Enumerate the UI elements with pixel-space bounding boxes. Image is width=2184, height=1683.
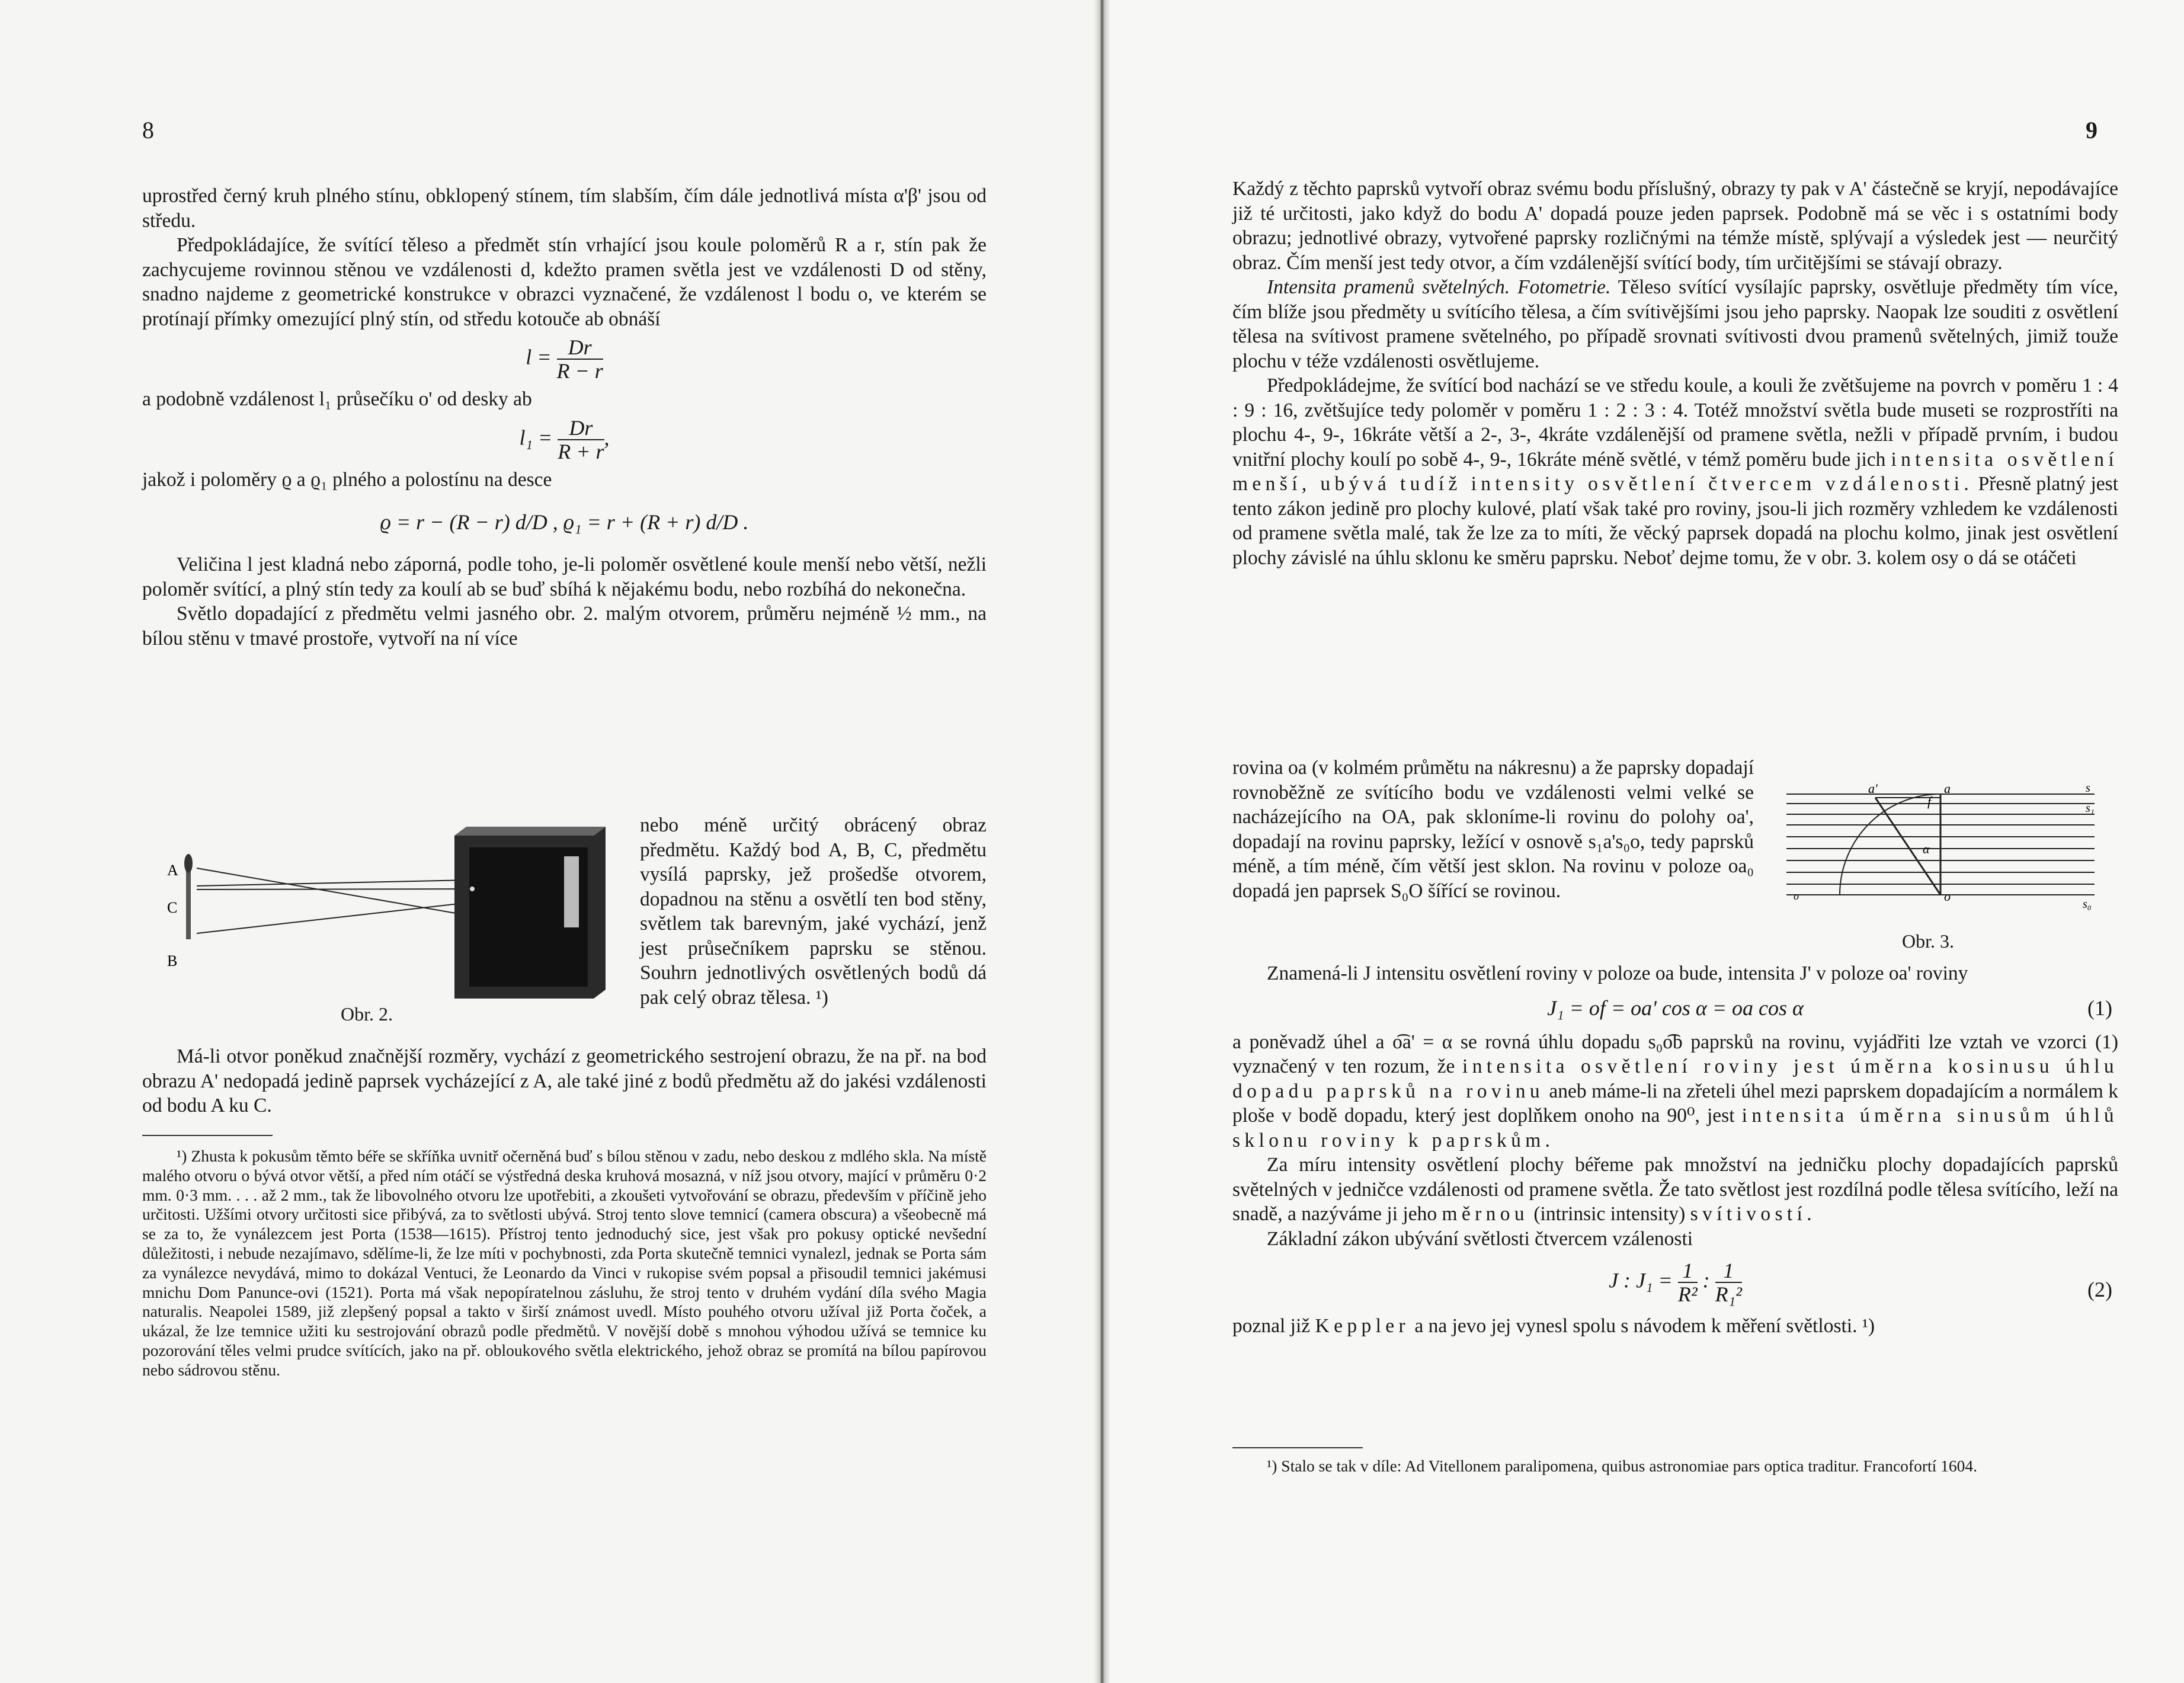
ray-c-line (197, 889, 469, 890)
figure-2-label-c: C (167, 899, 178, 916)
equation-2: J : J₁ = $\frac{1}{\text{R²}}$ : $\frac{1}{\text{R₁²}}$ (2) (1609, 1259, 2112, 1306)
ray-b-line (197, 903, 469, 933)
left-paragraph-4: jakož i poloměry ϱ a ϱ₁ plného a polostínu na desce (142, 468, 552, 491)
right-paragraph-1: Každý z těchto paprsků vytvoří obraz svému bodu příslušný, obrazy ty pak v A' částečně se kryjí, nepodávajíce již té určitosti, jako když do bodu A' dopadá pouze jeden paprsek. Podobně má se věc i s ostatními body obrazu; jednotlivé obrazy, vytvořené paprsky rozličnými na témže místě, splývají a výsledek jest — neurčitý obraz. Čím menší jest tedy otvor, a čím vzdálenější svítící body, tím určitějšími se stávají obrazy. (1232, 178, 2118, 274)
left-paragraph-6a: Světlo dopadající z předmětu velmi jasného obr. 2. malým otvorem, průměru nejméně ½ mm., na bílou stěnu v tmavé prostoře, vytvoří na ní více (142, 603, 987, 649)
right-paragraph-2: Intensita pramenů světelných. Fotometrie. Těleso svítící vysílajíc paprsky, osvětluje předměty tím více, čím blíže jsou předměty u svítícího tělesa, a čím svítivějšími jsou jeho paprsky. Naopak lze souditi z osvětlení tělesa na svítivost pramene světelného, po případě srovnati svítivosti dvou pramenů světelných, jimiž touže plochu v téže vzdálenosti osvětlujeme. (1232, 276, 2118, 372)
left-footnote: ¹) Zhusta k pokusům těmto béře se skříňka uvnitř očerněná buď s bílou stěnou v zadu, nebo deskou z mdlého skla. Na místě malého otvoru o bývá otvor větší, a před ním otáčí se výstředná deska kruhová mosazná, v níž jsou otvory, mající v průměru 0·2 mm. 0·3 mm. . . . až 2 mm., tak že libovolného otvoru lze upotřebiti, a zkoušeti vytvořování se obrazu, především v příčině jeho určitosti. Užšími otvory určitosti sice přibývá, za to světlosti ubývá. Stroj tento slove temnicí (camera obscura) a všeobecně má se za to, že vynálezcem jest Porta (1538—1615). Přístroj tento jednoduchý sice, jest však pro pokusy optické nevšední důležitosti, i nebude nezajímavo, sdělíme-li, že lze míti v pochybnosti, zda Porta skutečně temnici vynalezl, jednak se Porta sám za vynálezce nevydává, mimo to dokázal Ventuci, že Leonardo da Vinci v rukopise svém popsal a přisoudil temnici jakémusi mnichu Dom Panunce-ovi (1521). Porta má však nepopíratelnou zásluhu, že stroj tento v druhém vydání díla svého Magia naturalis. Neapolei 1589, již zlepšený popsal a takto v širší známost uvedl. Místo pouhého otvoru užíval již Porta čoček, a ukázal, že lze temnice užiti ku sestrojování obrazů podle předmětů. V novější době s mnohou výhodou užívá se temnice ku pozorování těles velmi prudce svítících, jako na př. obloukového světla elektrického, jehož obraz se promítá na bílou papírovou nebo sádrovou stěnu. (142, 1147, 987, 1379)
ray-a-line (197, 880, 469, 886)
book-spine (1094, 0, 1110, 1683)
figure-3-label-a-prime: a' (1868, 782, 1878, 796)
figure-3-label-f: f (1927, 794, 1932, 809)
candle-body-icon (186, 868, 191, 939)
right-paragraph-3a: Předpokládejme, že svítící bod nachází se ve středu koule, a kouli že zvětšujeme na povrch v poměru 1 : 4 : 9 : 16, zvětšujíce tedy poloměr v poměru 1 : 2 : 3 : 4. Totéž množství světla bude museti se rozprostříti na plochu 4-, 9-, 16kráte větší a 2-, 3-, 4kráte vzdálenější od pramene světla, nežli v případě prvním, i budou vnitřní plochy koulí po sobě 4-, 9-, 16kráte méně světlé, v témž poměru bude jich intensita osvětlení menší, ubývá tudíž intensity osvětlení čtvercem vzdálenosti. Přesně platný jest tento zákon jedině pro plochy kulové, platí však také pro roviny, jsou-li jich rozměry vzhledem ke vzdálenosti od pramene světla malé, tak že lze za to míti, že věcký paprsek dopadá na plochu kolmo, jinak jest osvětlení plochy závislé na úhlu sklonu ke směru paprsku. Neboť dejme tomu, že v obr. 3. kolem osy o dá se otáčeti (1232, 375, 2119, 569)
equation-l: l = $\frac{Dr}{R - r}$ (526, 335, 603, 383)
figure-2-caption: Obr. 2. (341, 1003, 393, 1025)
figure-3-label-o: o (1944, 889, 1951, 904)
box-top-shape (454, 827, 606, 836)
right-footnote-rule (1232, 1447, 1363, 1448)
plane-oa-prime-line (1875, 798, 1940, 895)
figure-3-label-alpha: α (1923, 842, 1930, 856)
left-body-wrap (640, 813, 987, 1010)
figure-2-label-b: B (167, 952, 178, 970)
left-paragraph-6b: nebo méně určitý obrácený obraz předmětu. Každý bod A, B, C, předmětu vysílá paprsky, jež prošedše otvorem, dopadnou na stěnu a osvětlí ten bod stěny, světlem tak barevným, jaké vychází, jenž jest průsečníkem paprsku se stěnou. Souhrn jednotlivých osvětlených bodů dá pak celý obraz tělesa. ¹) (640, 814, 987, 1009)
pinhole-icon (470, 887, 475, 891)
equation-l1: l₁ = $\frac{Dr}{R + r}$ , (519, 415, 610, 463)
figure-2-label-a: A (167, 862, 178, 879)
left-paragraph-3: a podobně vzdálenost l₁ průsečíku o' od desky ab (142, 388, 532, 410)
left-paragraph-5: Veličina l jest kladná nebo záporná, podle toho, je-li poloměr osvětlené koule menší nebo větší, nežli poloměr svítící, a plný stín tedy za koulí ab se buď sbíhá k nějakému bodu, nebo rozbíhá do nekonečna. (142, 553, 987, 600)
right-page (1099, 0, 2184, 1683)
left-paragraph-1: uprostřed černý kruh plného stínu, obklopený stínem, tím slabším, čím dále jednotlivá místa α'β' jsou od středu. (142, 185, 987, 232)
left-body-top (142, 184, 987, 651)
right-footnote: ¹) Stalo se tak v díle: Ad Vitellonem paralipomena, quibus astronomiae pars optica traditur. Francofortí 1604. (1267, 1457, 1978, 1475)
left-body-bottom (142, 1044, 987, 1118)
right-paragraph-3d: rovina oa (v kolmém průmětu na nákresnu) a že paprsky dopadají rovnoběžně ze svítícího bodu ve vzdálenosti velmi velké se nacházejícího na OA, pak skloníme-li rovinu do polohy oa', dopadají na rovinu paprsky, ležící v osnově s₁a's₀o, tedy paprsků méně, a tím méně, čím větší jest sklon. Na rovinu v poloze oa₀ dopadá jen paprsek S₀O šířící se rovinou. (1232, 757, 1754, 902)
figure-3-inclined-plane (1780, 782, 2112, 924)
right-paragraph-4: Znamená-li J intensitu osvětlení roviny v poloze oa bude, intensita J' v poloze oa' roviny (1267, 962, 1968, 984)
right-body-bottom (1232, 961, 2118, 1339)
left-paragraph-7: Má-li otvor poněkud značnější rozměry, vychází z geometrického sestrojení obrazu, že na př. na bod obrazu A' nedopadá jedině paprsek vycházející z A, ale také jiné z bodů předmětu až do jakési vzdálenosti od bodu A ku C. (142, 1045, 987, 1116)
figure-3-label-o0: o (1794, 890, 1799, 902)
right-paragraph-6: Za míru intensity osvětlení plochy béřeme pak množství na jedničku plochy dopadajících paprsků světelných v jedničce vzdálenosti od pramene světla. Že tato světlost jest rozdílná podle tělesa svítícího, leží na snadě, a nazýváme ji jeho měrnou (intrinsic intensity) svítivostí. (1232, 1154, 2118, 1225)
equation-1: J₁ = of = oa' cos α = oa cos α (1) (1547, 996, 2112, 1020)
left-footnote-rule (142, 1135, 273, 1136)
right-paragraph-8: poznal již Keppler a na jevo jej vynesl spolu s návodem k měření světlosti. ¹) (1232, 1315, 1875, 1337)
figure-2-camera-obscura (155, 821, 629, 999)
ray-a-lower-line (197, 868, 469, 916)
page-number-right: 9 (2086, 117, 2097, 143)
candle-flame-icon (184, 854, 193, 873)
right-paragraph-7: Základní zákon ubývání světlosti čtvercem vzálenosti (1267, 1227, 1693, 1250)
equation-rho: ϱ = r − (R − r) d/D , ϱ₁ = r + (R + r) d/D . (380, 510, 749, 534)
right-body-wrap (1232, 756, 1754, 903)
right-body-top (1232, 177, 2118, 570)
figure-3-label-s1: s₁ (2086, 802, 2095, 815)
page-number-left: 8 (142, 117, 154, 143)
figure-3-label-s: s (2086, 782, 2090, 795)
figure-3-label-a: a (1944, 782, 1951, 796)
right-paragraph-5: a poněvadž úhel a o͡a' = α se rovná úhlu dopadu s₀o͡b paprsků na rovinu, vyjádřiti lze vztah ve vzorci (1) vyznačený v ten rozum, že intensita osvětlení roviny jest úměrna kosinusu úhlu dopadu paprsků na rovinu aneb máme-li na zřeteli úhel mezi paprskem dopadajícím a normálem k ploše v bodě dopadu, který jest doplňkem onoho na 90⁰, jest intensita úměrna sinusům úhlů sklonu roviny k paprskům. (1232, 1031, 2119, 1151)
left-paragraph-2: Předpokládajíce, že svítící těleso a předmět stín vrhající jsou koule poloměrů R a r, stín pak že zachycujeme rovinnou stěnou ve vzdálenosti d, kdežto pramen světla jest ve vzdálenosti D od stěny, snadno najdeme z geometrické konstrukce v obrazci vyznačené, že vzdálenost l bodu o, ve kterém se protínají přímky omezující plný stín, od středu kotouče ab obnáší (142, 234, 987, 330)
box-screen-shape (564, 856, 579, 927)
figure-3-caption: Obr. 3. (1902, 930, 1954, 952)
figure-3-label-s0: s₀ (2083, 898, 2092, 911)
